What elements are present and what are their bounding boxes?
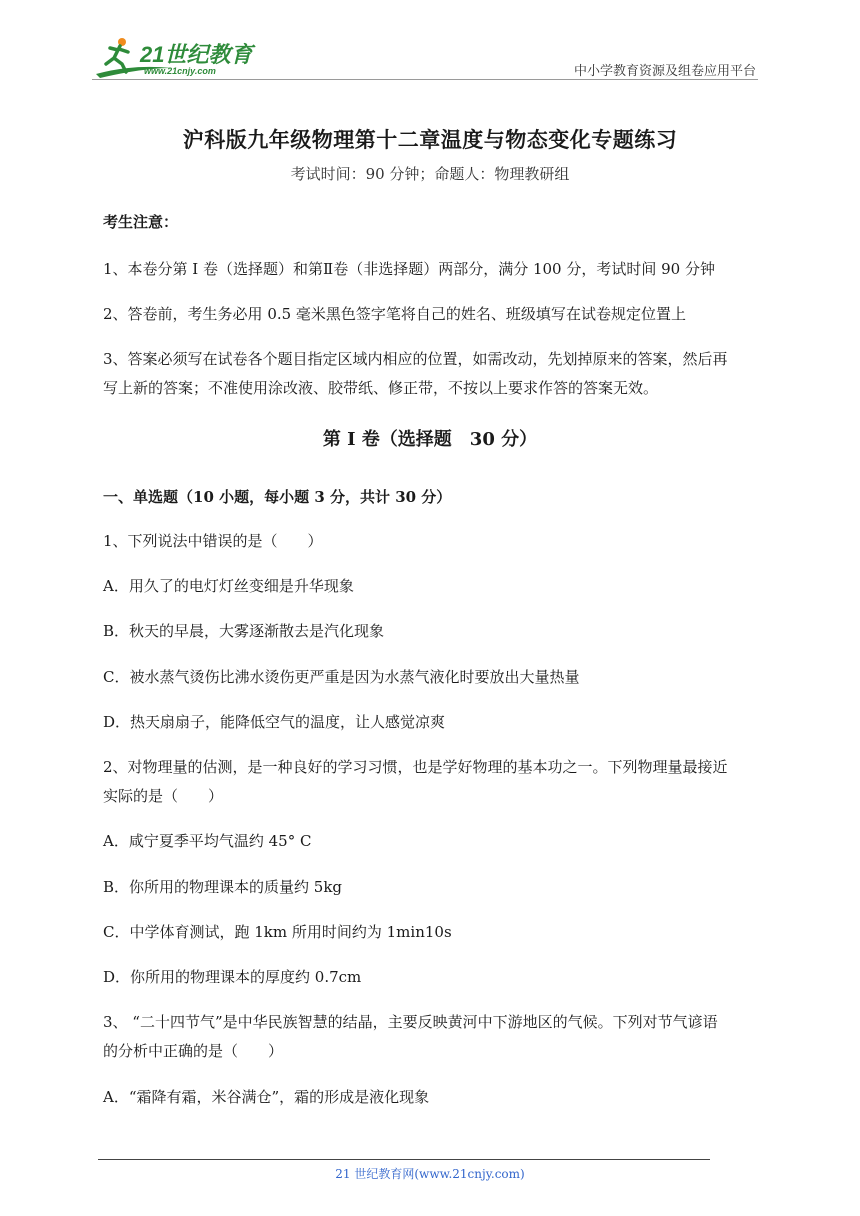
question-stem: 的分析中正确的是（ ） bbox=[103, 1042, 284, 1060]
section-title: 第 I 卷（选择题 30 分） bbox=[322, 429, 538, 450]
question-option: B．你所用的物理课本的质量约 5kg bbox=[103, 878, 343, 896]
question-option: A．“霜降有霜，米谷满仓”，霜的形成是液化现象 bbox=[103, 1088, 430, 1106]
runner-logo-icon bbox=[92, 34, 262, 80]
question-option: C．中学体育测试，跑 1km 所用时间约为 1min10s bbox=[103, 923, 452, 941]
question-option: C．被水蒸气烫伤比沸水烫伤更严重是因为水蒸气液化时要放出大量热量 bbox=[103, 668, 580, 686]
site-logo bbox=[92, 34, 262, 80]
logo-url-text: www.21cnjy.com bbox=[144, 66, 216, 76]
notice-heading: 考生注意： bbox=[103, 213, 179, 231]
exam-title: 沪科版九年级物理第十二章温度与物态变化专题练习 bbox=[182, 127, 678, 152]
platform-name: 中小学教育资源及组卷应用平台 bbox=[573, 64, 756, 79]
header-divider bbox=[92, 79, 758, 80]
footer-divider bbox=[98, 1159, 710, 1160]
question-stem: 1、下列说法中错误的是（ ） bbox=[103, 532, 323, 550]
notice-item: 写上新的答案；不准使用涂改液、胶带纸、修正带，不按以上要求作答的答案无效。 bbox=[103, 379, 659, 397]
part-heading: 一、单选题（10 小题，每小题 3 分，共计 30 分） bbox=[103, 488, 452, 506]
notice-item: 1、本卷分第 I 卷（选择题）和第Ⅱ卷（非选择题）两部分，满分 100 分，考试时间 90 分钟 bbox=[103, 260, 715, 278]
question-option: A．咸宁夏季平均气温约 45° C bbox=[103, 832, 312, 850]
notice-item: 2、答卷前，考生务必用 0.5 毫米黑色签字笔将自己的姓名、班级填写在试卷规定位置上 bbox=[103, 305, 686, 323]
question-stem: 2、对物理量的估测，是一种良好的学习习惯，也是学好物理的基本功之一。下列物理量最接近 bbox=[103, 758, 728, 776]
question-option: B．秋天的早晨，大雾逐渐散去是汽化现象 bbox=[103, 622, 385, 640]
question-option: D．热天扇扇子，能降低空气的温度，让人感觉凉爽 bbox=[103, 713, 446, 731]
notice-item: 3、答案必须写在试卷各个题目指定区域内相应的位置，如需改动，先划掉原来的答案，然后再 bbox=[103, 350, 728, 368]
question-option: A．用久了的电灯灯丝变细是升华现象 bbox=[103, 577, 354, 595]
question-stem: 实际的是（ ） bbox=[103, 787, 224, 805]
exam-subtitle: 考试时间：90 分钟；命题人：物理教研组 bbox=[290, 165, 570, 183]
question-option: D．你所用的物理课本的厚度约 0.7cm bbox=[103, 968, 362, 986]
logo-text: 21世纪教育 bbox=[140, 42, 253, 67]
question-stem: 3、 “二十四节气”是中华民族智慧的结晶，主要反映黄河中下游地区的气候。下列对节气谚语 bbox=[103, 1013, 718, 1031]
footer-link[interactable]: 21 世纪教育网(www.21cnjy.com) bbox=[335, 1167, 525, 1181]
